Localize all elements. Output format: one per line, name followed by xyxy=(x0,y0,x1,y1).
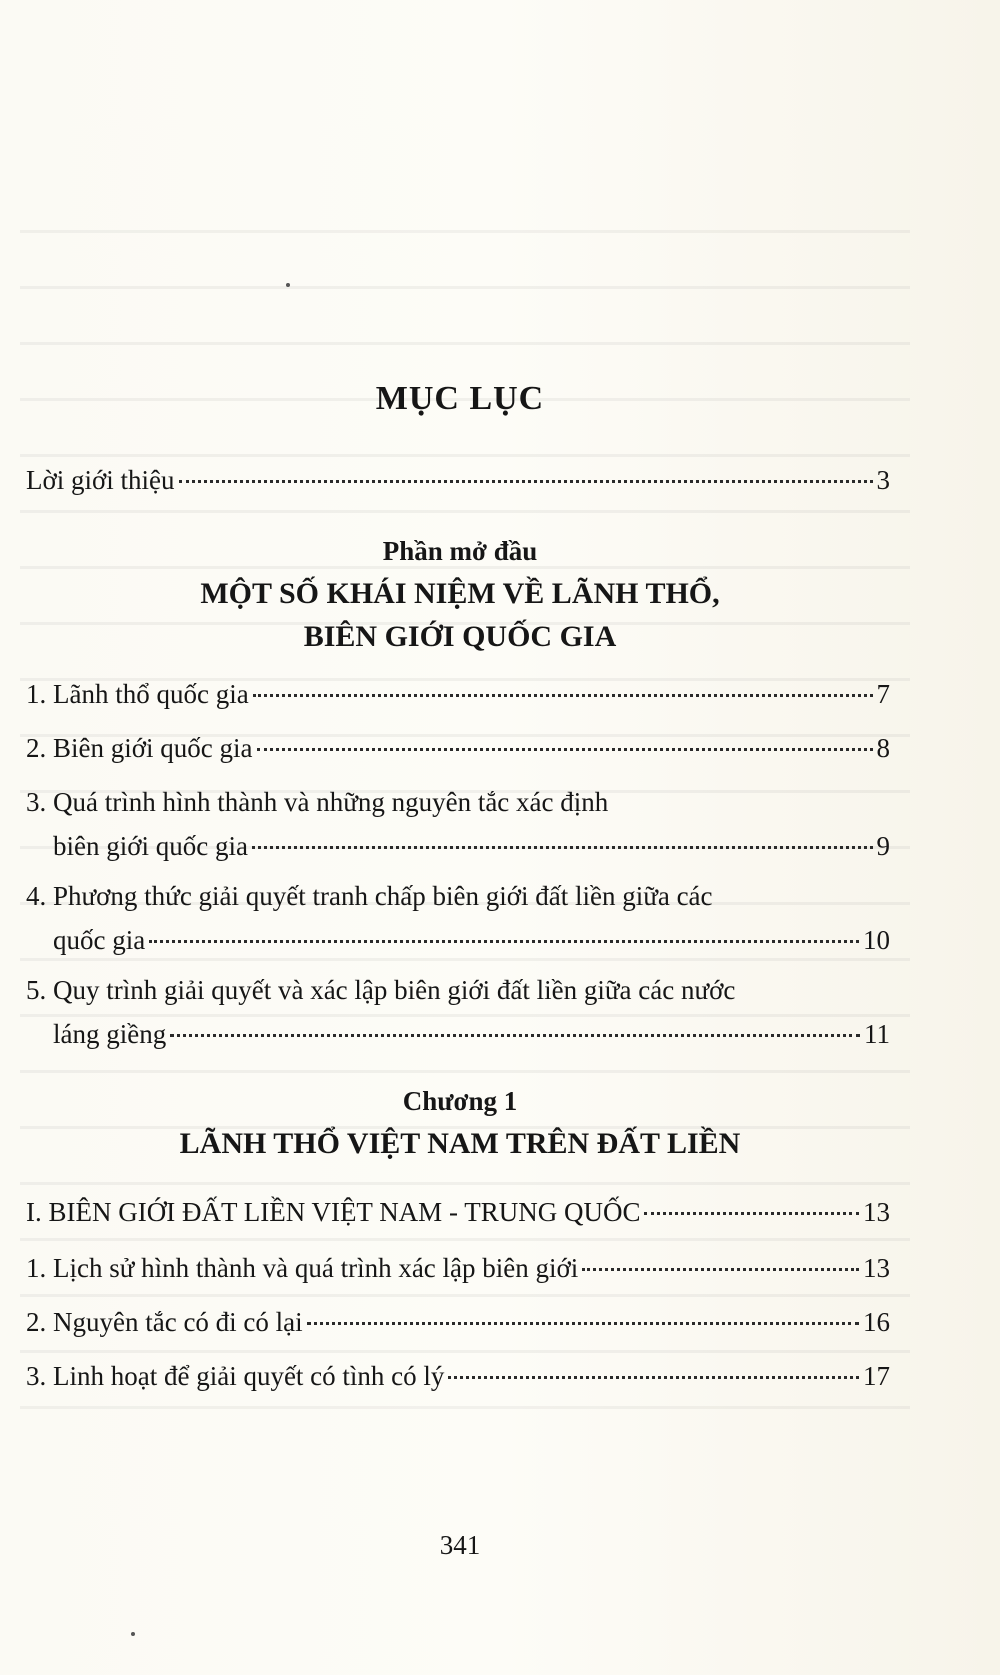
toc-entry-text-line1: 5. Quy trình giải quyết và xác lập biên giới đất liền giữa các nước xyxy=(26,975,736,1005)
toc-entry-text-line2: quốc gia xyxy=(53,925,146,955)
section-title-prologue-line2: BIÊN GIỚI QUỐC GIA xyxy=(303,620,617,653)
toc-entry[interactable] xyxy=(26,672,890,716)
section-label-prologue: Phần mở đầu xyxy=(382,536,538,566)
print-speck xyxy=(286,283,290,287)
toc-entry-text: I. BIÊN GIỚI ĐẤT LIỀN VIỆT NAM - TRUNG QUỐC xyxy=(26,1197,641,1227)
toc-entry-page: 13 xyxy=(863,1197,890,1227)
toc-entry[interactable] xyxy=(26,1190,890,1234)
toc-entry[interactable] xyxy=(26,1354,890,1398)
leader-dots xyxy=(307,1322,859,1325)
leader-dots xyxy=(149,940,859,943)
leader-dots xyxy=(253,694,873,697)
toc-entry[interactable] xyxy=(26,780,890,868)
toc-entry-text: Lời giới thiệu xyxy=(26,465,175,495)
toc-entry-page: 3 xyxy=(876,465,890,495)
toc-entry-text: 3. Linh hoạt để giải quyết có tình có lý xyxy=(26,1361,445,1391)
page-number: 341 xyxy=(439,1530,481,1560)
section-title-prologue-line1: MỘT SỐ KHÁI NIỆM VỀ LÃNH THỔ, xyxy=(200,577,720,610)
toc-entry-text-line2: biên giới quốc gia xyxy=(53,831,248,861)
toc-entry-text-line1: 3. Quá trình hình thành và những nguyên tắc xác định xyxy=(26,787,609,817)
toc-entry-page: 7 xyxy=(876,679,890,709)
toc-entry-text-line1: 4. Phương thức giải quyết tranh chấp biên giới đất liền giữa các xyxy=(26,881,713,911)
toc-entry-page: 10 xyxy=(863,925,890,955)
toc-entry-text: 1. Lãnh thổ quốc gia xyxy=(26,679,249,709)
toc-entry-text-line2: láng giềng xyxy=(53,1019,167,1049)
toc-entry-page: 9 xyxy=(876,831,890,861)
chapter-title: LÃNH THỔ VIỆT NAM TRÊN ĐẤT LIỀN xyxy=(179,1127,741,1160)
toc-entry-intro[interactable] xyxy=(26,458,890,502)
leader-dots xyxy=(252,846,873,849)
chapter-label: Chương 1 xyxy=(402,1086,518,1116)
toc-entry[interactable] xyxy=(26,1246,890,1290)
toc-entry[interactable] xyxy=(26,726,890,770)
toc-entry[interactable] xyxy=(26,874,890,962)
leader-dots xyxy=(179,480,873,483)
toc-entry-page: 8 xyxy=(876,733,890,763)
toc-title: MỤC LỤC xyxy=(375,380,545,417)
toc-entry[interactable] xyxy=(26,1300,890,1344)
toc-entry-page: 17 xyxy=(863,1361,890,1391)
toc-entry[interactable] xyxy=(26,968,890,1056)
leader-dots xyxy=(644,1212,859,1215)
leader-dots xyxy=(257,748,873,751)
toc-entry-page: 13 xyxy=(863,1253,890,1283)
toc-entry-text: 2. Nguyên tắc có đi có lại xyxy=(26,1307,303,1337)
print-speck xyxy=(131,1632,135,1636)
toc-entry-text: 1. Lịch sử hình thành và quá trình xác lập biên giới xyxy=(26,1253,579,1283)
toc-entry-page: 11 xyxy=(864,1019,890,1049)
toc-entry-page: 16 xyxy=(863,1307,890,1337)
leader-dots xyxy=(582,1268,859,1271)
leader-dots xyxy=(448,1376,859,1379)
leader-dots xyxy=(170,1034,860,1037)
toc-entry-text: 2. Biên giới quốc gia xyxy=(26,733,253,763)
